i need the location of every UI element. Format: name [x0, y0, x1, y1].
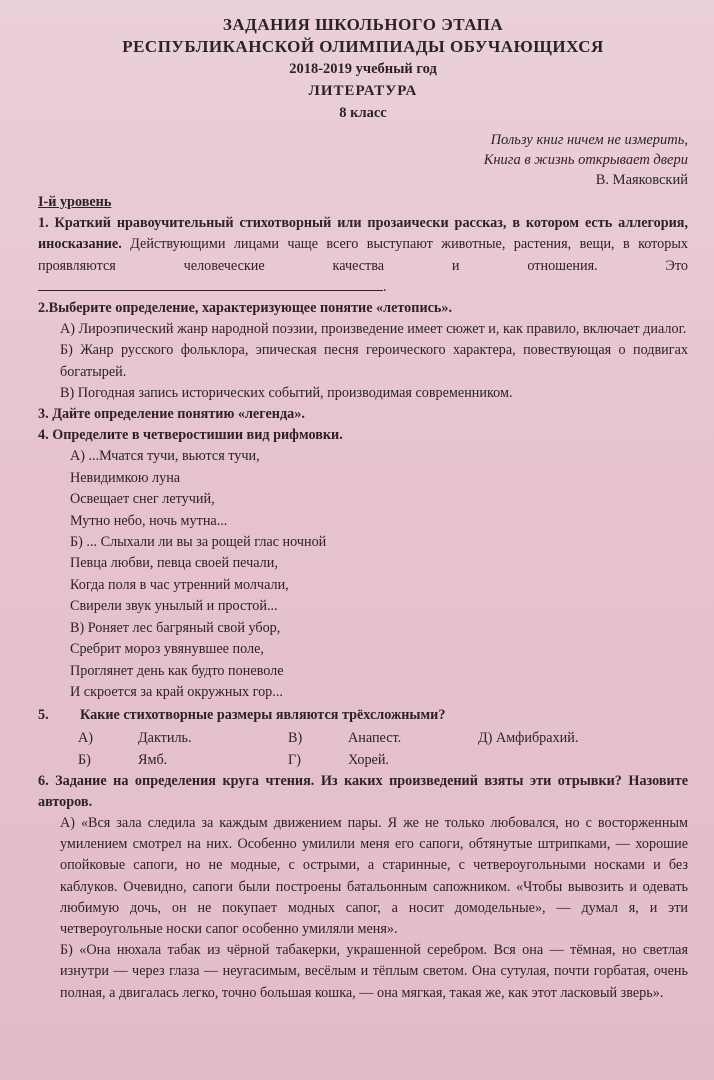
question-6-title: 6. Задание на определения круга чтения. Из каких произведений взяты эти отрывки? Назовите авторов.: [38, 772, 688, 810]
poem-line: Невидимкою луна: [70, 469, 181, 486]
poem-line: Проглянет день как будто поневоле: [70, 662, 284, 679]
question-6-excerpt-a: А) «Вся зала следила за каждым движением пары. Я же не только любовался, но с восторженным умилением смотрел на них. Особенно умилили меня его сапоги, обтянутые штрипками, — хорошие опойковые сапоги, но не модные, с острыми, а старинные, с четвероугольными носками и без каблуков. Очевидно, сапоги были построены батальонным сапожником. «Чтобы вывозить и одевать любимую дочь, он не покупает модных сапог, а носит домодельные», — думал я, и эти четвероугольные носки сапог особенно умиляли меня».: [60, 814, 688, 937]
header-year: 2018-2019 учебный год: [289, 61, 437, 77]
question-6-excerpt-b: Б) «Она нюхала табак из чёрной табакерки, украшенной серебром. Вся она — тёмная, но светлая изнутри — через глаза — неугасимым, весёлым и тёплым светом. Она сутулая, почти горбатая, очень полная, а двигалась легко, точно большая кошка, — она мягкая, такая же, как этот ласковый зверь».: [60, 942, 688, 1001]
question-2-title: 2.Выберите определение, характеризующее понятие «летопись».: [38, 300, 453, 317]
question-1-title: 1. Краткий нравоучительный стихотворный или прозаически рассказ, в котором есть аллегория, иносказание.: [38, 215, 688, 253]
poem-line: Освещает снег летучий,: [70, 491, 215, 508]
poem-line: Когда поля в час утренний молчали,: [70, 576, 289, 593]
options-row: [78, 749, 578, 771]
question-1-text: Действующими лицами чаще всего выступают животные, растения, вещи, в которых проявляются человеческие качества и отношения. Это: [38, 236, 688, 274]
question-3-title: 3. Дайте определение понятию «легенда».: [38, 406, 305, 423]
option-text: Ямб.: [138, 751, 168, 768]
question-2-option-b: Б) Жанр русского фольклора, эпическая песня героического характера, повествующая о подвигах богатырей.: [60, 342, 688, 380]
poem-a: [38, 446, 688, 532]
poem-line: Б) ... Слыхали ли вы за рощей глас ночной: [70, 534, 327, 551]
epigraph-line-2: Книга в жизнь открывает двери: [483, 152, 688, 168]
level-heading: I-й уровень: [38, 194, 112, 210]
option-text: Дактиль.: [138, 729, 192, 746]
question-2-option-c: В) Погодная запись исторических событий, производимая современником.: [60, 384, 513, 401]
epigraph: [38, 130, 688, 190]
header-line-2: РЕСПУБЛИКАНСКОЙ ОЛИМПИАДЫ ОБУЧАЮЩИХСЯ: [122, 37, 604, 56]
option-text: Анапест.: [348, 729, 402, 746]
option-text: Хорей.: [348, 751, 389, 768]
poem-line: Мутно небо, ночь мутна...: [70, 512, 228, 529]
question-5-number: 5.: [38, 707, 49, 724]
question-5-title-row: [38, 705, 688, 726]
poem-line: Сребрит мороз увянувшее поле,: [70, 641, 264, 658]
document-header: [38, 14, 688, 124]
option-label: Г): [288, 751, 301, 768]
header-subject: ЛИТЕРАТУРА: [308, 83, 418, 99]
option-label: Б): [78, 751, 91, 768]
question-1-end: .: [383, 278, 387, 295]
header-line-1: ЗАДАНИЯ ШКОЛЬНОГО ЭТАПА: [222, 15, 504, 34]
epigraph-author: В. Маяковский: [595, 172, 688, 188]
options-row: [78, 727, 578, 749]
poem-line: И скроется за край окружных гор...: [70, 683, 283, 700]
poem-b: [38, 532, 688, 618]
question-4-title: 4. Определите в четверостишии вид рифмовки.: [38, 427, 343, 444]
header-grade: 8 класс: [339, 105, 387, 121]
poem-line: Свирели звук унылый и простой...: [70, 598, 278, 615]
question-2-option-a: А) Лироэпический жанр народной поэзии, произведение имеет сюжет и, как правило, включает диалог.: [60, 321, 687, 338]
poem-line: Певца любви, певца своей печали,: [70, 555, 278, 572]
question-1: [38, 213, 688, 298]
answer-blank: [38, 278, 383, 291]
epigraph-line-1: Пользу книг ничем не измерить,: [490, 132, 688, 148]
option-text: Д) Амфибрахий.: [478, 729, 579, 746]
option-label: А): [78, 729, 93, 746]
question-5-options: [78, 727, 578, 771]
question-5-title: Какие стихотворные размеры являются трёхсложными?: [80, 707, 446, 724]
poem-line: В) Роняет лес багряный свой убор,: [70, 619, 281, 636]
poem-line: А) ...Мчатся тучи, вьются тучи,: [70, 448, 260, 465]
option-label: В): [288, 729, 303, 746]
poem-c: [38, 618, 688, 704]
